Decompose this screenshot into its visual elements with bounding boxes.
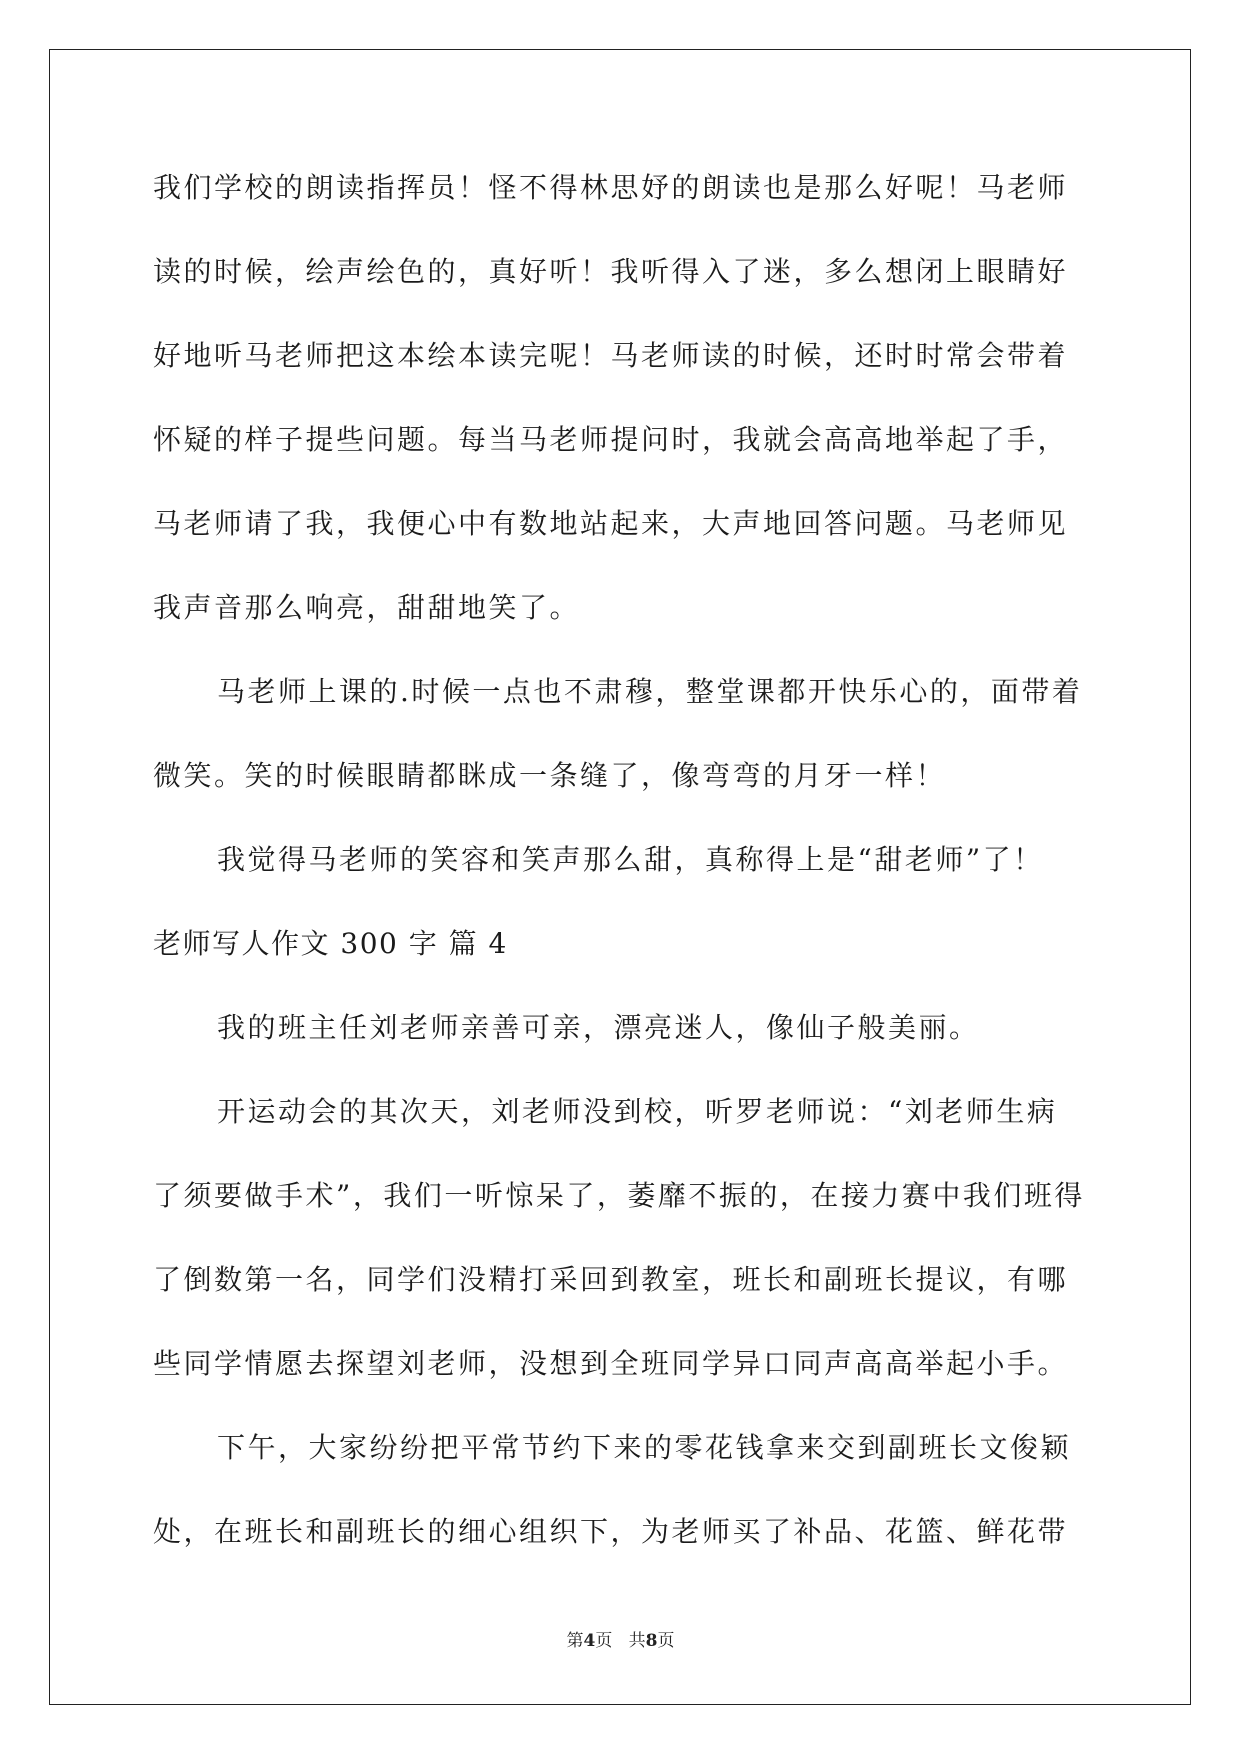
text-line: 马老师上课的.时候一点也不肃穆，整堂课都开快乐心的，面带着: [217, 675, 1083, 708]
text-line: 读的时候，绘声绘色的，真好听！我听得入了迷，多么想闭上眼睛好: [153, 255, 1069, 288]
text-line: 了须要做手术”，我们一听惊呆了，萎靡不振的，在接力赛中我们班得: [153, 1179, 1085, 1212]
text-line: 我们学校的朗读指挥员！怪不得林思妤的朗读也是那么好呢！马老师: [153, 171, 1069, 204]
total-pages-number: 8: [645, 1631, 658, 1651]
footer-page-suffix: 页: [595, 1631, 613, 1651]
page-footer: [0, 1626, 1241, 1651]
text-line: 我觉得马老师的笑容和笑声那么甜，真称得上是“甜老师”了！: [217, 843, 1044, 876]
footer-total-suffix: 页: [657, 1631, 675, 1651]
document-body: [153, 160, 1093, 1588]
footer-prefix: 第: [566, 1631, 584, 1651]
text-line: 开运动会的其次天，刘老师没到校，听罗老师说：“刘老师生病: [217, 1095, 1058, 1128]
section-heading: 老师写人作文 300 字 篇 4: [153, 927, 508, 960]
footer-total-prefix: 共: [628, 1631, 646, 1651]
text-line: 怀疑的样子提些问题。每当马老师提问时，我就会高高地举起了手，: [153, 423, 1069, 456]
text-line: 我声音那么响亮，甜甜地笑了。: [153, 591, 581, 624]
text-line: 下午，大家纷纷把平常节约下来的零花钱拿来交到副班长文俊颖: [217, 1431, 1072, 1464]
text-line: 好地听马老师把这本绘本读完呢！马老师读的时候，还时时常会带着: [153, 339, 1069, 372]
current-page-number: 4: [583, 1631, 596, 1651]
text-line: 微笑。笑的时候眼睛都眯成一条缝了，像弯弯的月牙一样！: [153, 759, 947, 792]
text-line: 马老师请了我，我便心中有数地站起来，大声地回答问题。马老师见: [153, 507, 1069, 540]
text-line: 处，在班长和副班长的细心组织下，为老师买了补品、花篮、鲜花带: [153, 1515, 1069, 1548]
text-line: 些同学情愿去探望刘老师，没想到全班同学异口同声高高举起小手。: [153, 1347, 1069, 1380]
text-line: 了倒数第一名，同学们没精打采回到教室，班长和副班长提议，有哪: [153, 1263, 1069, 1296]
text-line: 我的班主任刘老师亲善可亲，漂亮迷人，像仙子般美丽。: [217, 1011, 980, 1044]
